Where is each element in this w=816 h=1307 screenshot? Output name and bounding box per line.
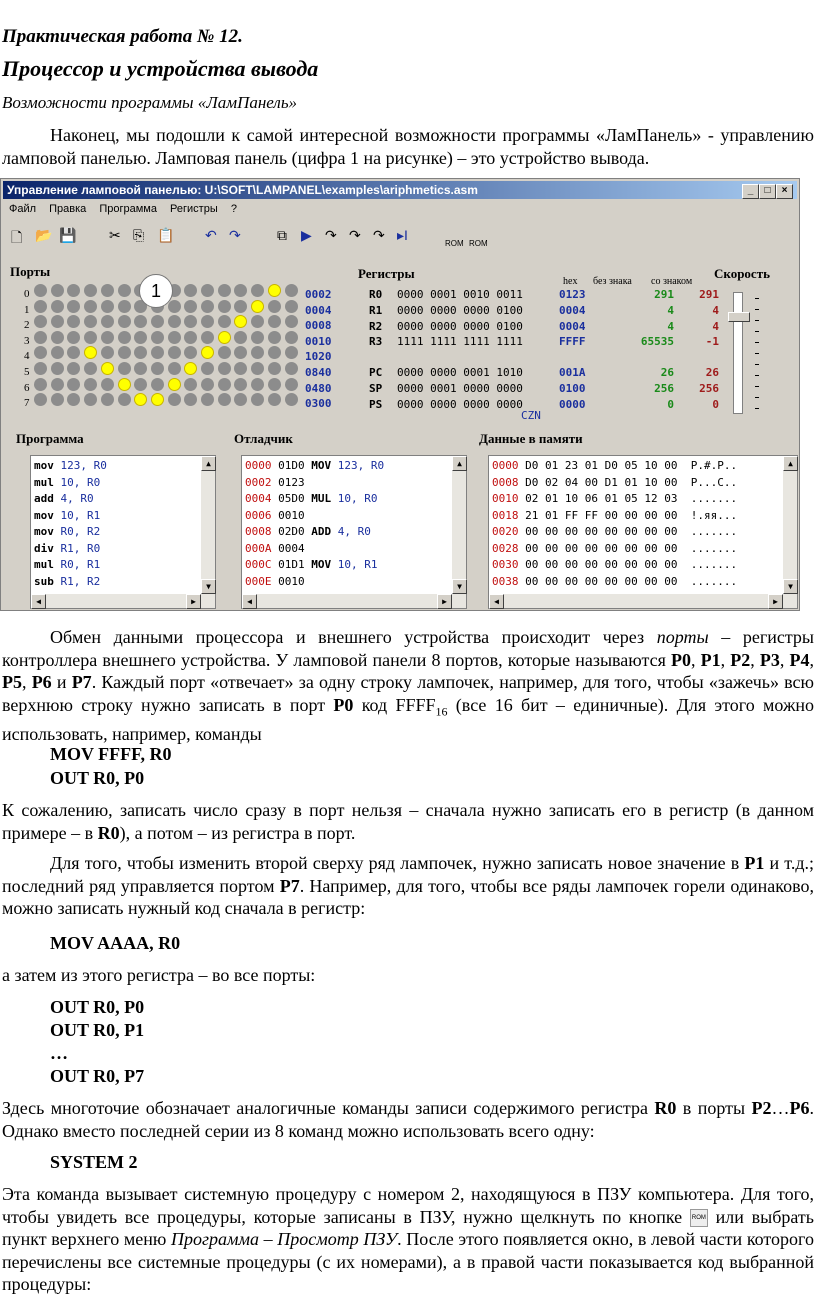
memory-hscrollbar[interactable] — [489, 594, 797, 608]
port-value[interactable]: 0004 — [305, 303, 332, 317]
lamp — [168, 300, 181, 313]
register-unsigned: 65535 — [640, 335, 674, 348]
paragraph-ellipsis: Здесь многоточие обозначает аналогичные команды записи содержимого регистра R0 в порты P2…P6. Однако вместо последней серии из 8 команд можно использовать всего одну: — [2, 1098, 814, 1141]
register-signed: 4 — [712, 304, 719, 317]
lamp — [251, 300, 264, 313]
program-line[interactable]: mov R0, R2 — [34, 525, 101, 538]
lamp — [51, 315, 64, 328]
memory-line[interactable]: 0030 00 00 00 00 00 00 00 00 ....... — [492, 558, 738, 571]
lamp — [201, 362, 214, 375]
lamp — [168, 362, 181, 375]
memory-line[interactable]: 0018 21 01 FF FF 00 00 00 00 !.яя... — [492, 508, 738, 522]
debugger-line[interactable]: 0004 05D0 MUL 10, R0 — [245, 492, 378, 505]
port-number: 5 — [24, 366, 30, 378]
register-signed: 26 — [705, 366, 719, 379]
register-hex[interactable]: 0123 — [559, 288, 586, 301]
command-ellipsis: … — [50, 1043, 68, 1063]
lamp — [118, 346, 131, 359]
register-name: PC — [369, 366, 383, 379]
lamp — [184, 378, 197, 391]
lamp — [84, 378, 97, 391]
program-hscrollbar[interactable] — [31, 594, 215, 608]
register-signed: 4 — [712, 320, 719, 333]
lamp — [34, 331, 47, 344]
lamp — [201, 284, 214, 297]
scroll-left-icon[interactable]: ◀ — [489, 594, 504, 609]
program-line[interactable]: mov 123, R0 — [34, 459, 107, 472]
debugger-vscrollbar[interactable] — [452, 456, 466, 594]
lamp — [251, 284, 264, 297]
lamp — [151, 362, 164, 375]
cut-icon[interactable]: ✂ — [109, 227, 121, 243]
command-out: OUT R0, P0 — [50, 768, 145, 788]
memory-line[interactable]: 0020 00 00 00 00 00 00 00 00 ....... — [492, 525, 738, 538]
lamp — [285, 331, 298, 344]
lamp — [285, 362, 298, 375]
slider-tick — [755, 408, 759, 409]
memory-vscrollbar[interactable] — [783, 456, 797, 594]
memory-label: Данные в памяти — [479, 431, 583, 446]
speed-label: Скорость — [714, 266, 770, 281]
compile-icon[interactable]: ⧉ — [277, 227, 287, 243]
debugger-line[interactable]: 0008 02D0 ADD 4, R0 — [245, 525, 371, 538]
port-number: 1 — [24, 303, 30, 316]
register-signed: 256 — [699, 382, 719, 395]
lamp — [168, 331, 181, 344]
lamp — [251, 378, 264, 391]
program-line[interactable]: div R1, R0 — [34, 541, 101, 555]
register-unsigned: 4 — [667, 304, 674, 317]
lamp — [285, 378, 298, 391]
lamp — [118, 284, 131, 297]
port-number: 2 — [24, 319, 30, 332]
lamp — [151, 393, 164, 406]
lamp — [101, 300, 114, 313]
lamp — [218, 284, 231, 297]
register-hex[interactable]: 0004 — [559, 320, 586, 333]
scroll-left-icon[interactable]: ◀ — [242, 594, 257, 609]
new-file-icon[interactable]: 🗋 — [11, 229, 23, 245]
port-value[interactable]: 0010 — [305, 334, 332, 348]
lamp — [251, 362, 264, 375]
port-number: 4 — [24, 350, 30, 363]
command-out-p1: OUT R0, P1 — [50, 1020, 145, 1040]
figure-marker: 1 — [139, 274, 173, 308]
memory-line[interactable]: 0000 D0 01 23 01 D0 05 10 00 P.#.P.. — [492, 459, 738, 472]
lamp — [251, 331, 264, 344]
program-label: Программа — [16, 431, 84, 446]
scroll-up-icon[interactable]: ▲ — [452, 456, 467, 471]
rom-button-icon: ROM — [690, 1209, 708, 1227]
port-value[interactable]: 0002 — [305, 288, 332, 301]
slider-tick — [755, 320, 759, 321]
port-number: 3 — [24, 334, 30, 347]
lamp — [268, 331, 281, 344]
lamp — [168, 315, 181, 328]
port-value[interactable]: 0008 — [305, 319, 332, 333]
lamp — [268, 300, 281, 313]
lamp — [285, 284, 298, 297]
lamp — [84, 331, 97, 344]
lamp — [151, 315, 164, 328]
lamp — [285, 300, 298, 313]
lamp — [218, 393, 231, 406]
maximize-button[interactable]: □ — [759, 184, 776, 199]
menu-program[interactable]: Программа — [99, 203, 157, 215]
slider-tick — [755, 364, 759, 365]
register-unsigned: 4 — [667, 320, 674, 333]
lamp — [218, 331, 231, 344]
lamp — [51, 331, 64, 344]
lamp — [118, 393, 131, 406]
lamp — [101, 315, 114, 328]
paragraph-register: К сожалению, записать число сразу в порт нельзя – сначала нужно записать его в регистр (в данном примере – в R0), а потом – из регистра в порт. — [2, 800, 814, 843]
lamp — [134, 378, 147, 391]
scroll-up-icon[interactable]: ▲ — [201, 456, 216, 471]
command-out-p7: OUT R0, P7 — [50, 1066, 145, 1086]
lamp — [51, 284, 64, 297]
lamp — [268, 393, 281, 406]
memory-line[interactable]: 0010 02 01 10 06 01 05 12 03 ....... — [492, 492, 738, 505]
scroll-down-icon[interactable]: ▼ — [201, 579, 216, 594]
slider-tick — [755, 386, 759, 387]
slider-tick — [755, 342, 759, 343]
register-name: R1 — [369, 304, 383, 317]
slider-tick — [755, 309, 759, 310]
lamp — [67, 378, 80, 391]
lamp — [84, 284, 97, 297]
register-name: R2 — [369, 320, 383, 333]
command-system: SYSTEM 2 — [50, 1152, 138, 1172]
step-out-icon[interactable]: ↷ — [373, 227, 385, 243]
lamp — [285, 346, 298, 359]
save-icon[interactable]: 💾 — [59, 227, 77, 243]
command-mov: MOV FFFF, R0 — [50, 744, 172, 764]
debugger-line[interactable]: 0002 0123 — [245, 475, 312, 489]
undo-icon[interactable]: ↶ — [205, 227, 217, 243]
lamp — [234, 378, 247, 391]
lamp — [201, 331, 214, 344]
debugger-line[interactable]: 000A 0004 — [245, 541, 312, 555]
register-name: PS — [369, 398, 383, 411]
col-hex-header: hex — [563, 276, 578, 287]
window-titlebar — [3, 181, 797, 199]
register-unsigned: 26 — [660, 366, 674, 379]
lamp — [34, 362, 47, 375]
paste-icon[interactable]: 📋 — [157, 227, 175, 243]
open-folder-icon[interactable]: 📂 — [35, 227, 53, 243]
slider-tick — [755, 397, 759, 398]
col-unsigned-header: без знака — [593, 276, 632, 287]
lamp — [285, 393, 298, 406]
slider-tick — [755, 298, 759, 299]
menu-registers[interactable]: Регистры — [170, 203, 218, 215]
speed-slider-thumb[interactable] — [728, 312, 750, 322]
register-binary[interactable]: 0000 0000 0000 0100 — [397, 320, 523, 333]
lamp — [151, 378, 164, 391]
port-number: 6 — [24, 381, 30, 394]
lamp — [168, 393, 181, 406]
scroll-up-icon[interactable]: ▲ — [783, 456, 798, 471]
lamp — [268, 362, 281, 375]
registers-label: Регистры — [358, 266, 415, 281]
lamp — [168, 346, 181, 359]
lamp — [268, 315, 281, 328]
lamp — [84, 300, 97, 313]
flags-label: CZN — [521, 409, 541, 422]
step-icon[interactable]: ↷ — [325, 227, 337, 243]
lamp — [218, 362, 231, 375]
lamp — [101, 331, 114, 344]
debugger-line[interactable]: 0006 0010 — [245, 508, 312, 522]
port-number: 7 — [24, 397, 30, 410]
lamp — [101, 378, 114, 391]
run-to-cursor-icon[interactable]: ▸I — [397, 227, 408, 243]
register-signed: 291 — [699, 288, 719, 301]
register-hex[interactable]: 0100 — [559, 382, 586, 395]
memory-line[interactable]: 0008 D0 02 04 00 D1 01 10 00 P...C.. — [492, 475, 738, 489]
paragraph-rows: Для того, чтобы изменить второй сверху ряд лампочек, нужно записать новое значение в P1 и т.д.; последний ряд управляется портом P7. Например, для того, чтобы все ряды лампочек горели одинаково, можно записать нужный код сначала в регистр: — [2, 853, 814, 918]
slider-tick — [755, 375, 759, 376]
memory-pane[interactable] — [488, 455, 798, 609]
program-line[interactable]: add 4, R0 — [34, 492, 94, 505]
register-hex[interactable]: 0000 — [559, 398, 586, 411]
lamp — [201, 300, 214, 313]
scroll-right-icon[interactable]: ▶ — [768, 594, 783, 609]
register-binary[interactable]: 0000 0001 0010 0011 — [397, 288, 523, 301]
lamp — [51, 393, 64, 406]
scroll-down-icon[interactable]: ▼ — [783, 579, 798, 594]
lamp — [101, 284, 114, 297]
redo-icon[interactable]: ↷ — [229, 227, 241, 243]
memory-line[interactable]: 0028 00 00 00 00 00 00 00 00 ....... — [492, 541, 738, 555]
lamp — [84, 362, 97, 375]
program-line[interactable]: mul 10, R0 — [34, 475, 101, 489]
paragraph-ports: Обмен данными процессора и внешнего устройства происходит через порты – регистры контроллера внешнего устройства. У ламповой панели 8 портов, которые называются P0, P1, P2, P3, P4, P5, P6 и P7. Каждый порт «отвечает» за одну строку лампочек, например, для того, чтобы «зажечь» всю верхнюю строку нужно записать в порт P0 код $FFFF_{16}$ (все 16 бит – единичные). Для этого можно использовать, например, команды — [2, 627, 815, 744]
lamp — [118, 362, 131, 375]
debugger-pane[interactable] — [241, 455, 467, 609]
program-vscrollbar[interactable] — [201, 456, 215, 594]
scroll-left-icon[interactable]: ◀ — [31, 594, 46, 609]
lamp — [218, 300, 231, 313]
step-over-icon[interactable]: ↷ — [349, 227, 361, 243]
lamp — [118, 315, 131, 328]
register-binary[interactable]: 1111 1111 1111 1111 — [397, 335, 523, 348]
lamp — [118, 378, 131, 391]
register-name: R0 — [369, 288, 383, 301]
lamp — [51, 362, 64, 375]
lamp — [268, 378, 281, 391]
speed-slider[interactable] — [733, 292, 743, 414]
lamp — [118, 331, 131, 344]
window-title: Управление ламповой панелью: U:\SOFT\LAMPANEL\examples\ariphmetics.asm — [7, 183, 478, 197]
work-title: Практическая работа № 12. — [2, 26, 243, 47]
register-unsigned: 0 — [667, 398, 674, 411]
register-name: R3 — [369, 335, 383, 348]
menu-help[interactable]: ? — [230, 203, 237, 215]
scroll-down-icon[interactable]: ▼ — [452, 579, 467, 594]
rom-edit-icon[interactable]: ROM — [469, 239, 488, 248]
ports-label: Порты — [10, 264, 51, 279]
program-editor[interactable] — [30, 455, 216, 609]
paragraph-then: а затем из этого регистра – во все порты: — [2, 965, 316, 985]
slider-tick — [755, 353, 759, 354]
lamp — [101, 393, 114, 406]
register-binary[interactable]: 0000 0000 0001 1010 — [397, 366, 523, 379]
lamp — [67, 300, 80, 313]
lamp — [101, 362, 114, 375]
lamp — [285, 315, 298, 328]
close-button[interactable]: × — [776, 184, 793, 199]
register-signed: 0 — [712, 398, 719, 411]
port-value[interactable]: 0840 — [305, 366, 332, 379]
col-signed-header: со знаком — [651, 276, 693, 287]
topic-title: Процессор и устройства вывода — [2, 56, 319, 81]
register-binary[interactable]: 0000 0000 0000 0000 — [397, 398, 523, 411]
debugger-line[interactable]: 000E 0010 — [245, 574, 312, 588]
lamp — [34, 300, 47, 313]
lamp — [201, 378, 214, 391]
paragraph-rom: Эта команда вызывает системную процедуру с номером 2, находящуюся в ПЗУ компьютера. Для того, чтобы увидеть все процедуры, которые записаны в ПЗУ, нужно щелкнуть по кнопке ROM или выбрать пункт верхнего меню Программа – Просмотр ПЗУ. После этого появляется окно, в левой части которого перечислены все системные процедуры (с их номерами), а в правой части показывается код выбранной процедуры: — [2, 1184, 814, 1294]
port-number: 0 — [24, 288, 30, 300]
program-line[interactable]: mov 10, R1 — [34, 508, 101, 522]
lamp — [184, 300, 197, 313]
port-value[interactable]: 1020 — [305, 350, 332, 364]
register-unsigned: 256 — [654, 382, 674, 395]
register-hex[interactable]: 001A — [559, 366, 586, 379]
memory-line[interactable]: 0038 00 00 00 00 00 00 00 00 ....... — [492, 574, 738, 588]
program-line[interactable]: mul R0, R1 — [34, 558, 101, 571]
lamp — [34, 378, 47, 391]
lamp — [234, 300, 247, 313]
register-signed: -1 — [705, 335, 719, 348]
copy-icon[interactable]: ⎘ — [133, 227, 145, 243]
lamp — [51, 378, 64, 391]
menu-file[interactable]: Файл — [9, 203, 37, 215]
debugger-line[interactable]: 000C 01D1 MOV 10, R1 — [245, 558, 378, 571]
program-line[interactable]: sub R1, R2 — [34, 574, 101, 588]
section-title: Возможности программы «ЛамПанель» — [2, 93, 298, 112]
port-value[interactable]: 0480 — [305, 381, 332, 395]
lamp — [51, 300, 64, 313]
scroll-right-icon[interactable]: ▶ — [186, 594, 201, 609]
lamp — [134, 331, 147, 344]
menu-bar — [9, 203, 247, 215]
command-out-p0: OUT R0, P0 — [50, 997, 145, 1017]
port-value[interactable]: 0300 — [305, 397, 332, 411]
scroll-right-icon[interactable]: ▶ — [437, 594, 452, 609]
register-hex[interactable]: 0004 — [559, 304, 586, 317]
lamp — [218, 315, 231, 328]
debugger-line[interactable]: 0000 01D0 MOV 123, R0 — [245, 459, 385, 472]
register-binary[interactable]: 0000 0000 0000 0100 — [397, 304, 523, 317]
lamp — [34, 284, 47, 297]
lamp — [168, 378, 181, 391]
command-mov-aaaa: MOV AAAA, R0 — [50, 933, 181, 953]
lamp — [218, 378, 231, 391]
run-icon[interactable]: ▶ — [301, 227, 312, 243]
lamp — [268, 284, 281, 297]
register-unsigned: 291 — [654, 288, 674, 301]
register-name: SP — [369, 382, 383, 395]
lamp — [151, 331, 164, 344]
intro-paragraph: Наконец, мы подошли к самой интересной возможности программы «ЛамПанель» - управлению ламповой панелью. Ламповая панель (цифра 1 на рисунке) – это устройство вывода. — [2, 125, 814, 168]
debugger-hscrollbar[interactable] — [242, 594, 466, 608]
register-binary[interactable]: 0000 0001 0000 0000 — [397, 382, 523, 395]
rom-view-icon[interactable]: ROM — [445, 239, 464, 248]
lamp — [118, 300, 131, 313]
debugger-label: Отладчик — [234, 431, 293, 446]
register-hex[interactable]: FFFF — [559, 335, 586, 348]
menu-edit[interactable]: Правка — [49, 203, 87, 215]
minimize-button[interactable]: _ — [742, 184, 759, 199]
slider-tick — [755, 331, 759, 332]
